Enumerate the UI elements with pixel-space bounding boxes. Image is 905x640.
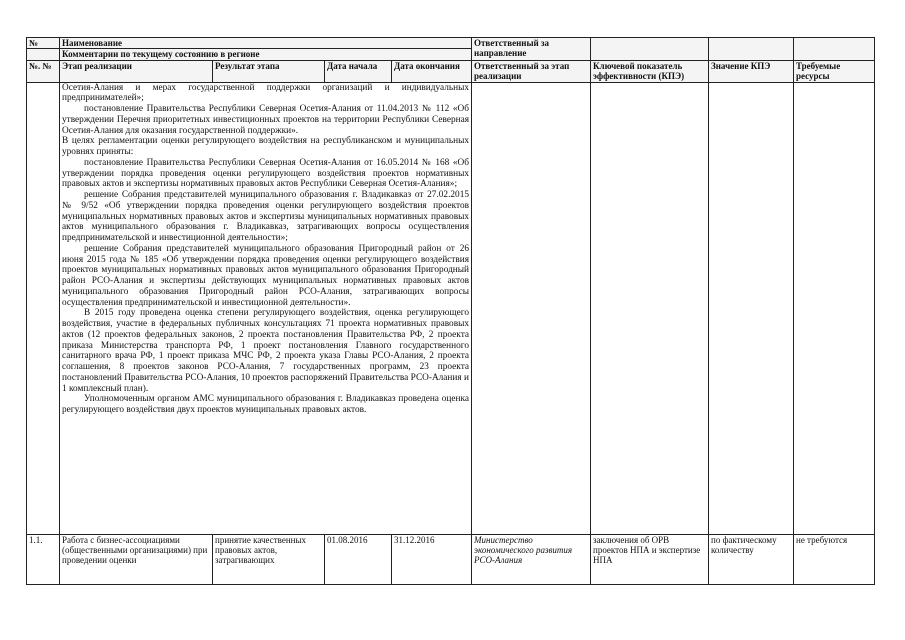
row-kpi-value: по фактическому количеству xyxy=(709,534,794,584)
comment-blank-3 xyxy=(794,82,875,534)
comment-paragraph: постановление Правительства Республики Северная Осетия-Алания от 16.05.2014 № 168 «Об утверждении порядка проведения оценки регулирующего воздействия проектов нормативных правовых актов и экспертизы нормативных правовых актов Республики Северная Осетия-Алания»; xyxy=(62,157,469,190)
comment-paragraph: Уполномоченным органом АМС муниципального образования г. Владикавказ проведена оценка регулирующего воздействия двух проектов муниципальных правовых актов. xyxy=(62,394,469,416)
header-stage-result: Результат этапа xyxy=(213,60,325,82)
header-empty-2 xyxy=(709,38,794,61)
row-result: принятие качественных правовых актов, затрагивающих xyxy=(213,534,325,584)
comment-responsible-blank xyxy=(472,82,591,534)
comment-paragraph: решение Собрания представителей муниципального образования Пригородный район от 26 июня 2015 года № 185 «Об утверждении порядка проведения оценки регулирующего воздействия проектов муниципальных нормативных правовых актов муниципального образования Пригородный район РСО-Алания и экспертизы действующих муниципальных нормативных правовых актов муниципального образования Пригородный район РСО-Алания, затрагивающих вопросы осуществления предпринимательской и инвестиционной деятельности». xyxy=(62,243,469,308)
row-end-date: 31.12.2016 xyxy=(392,534,472,584)
header-stage: Этап реализации xyxy=(60,60,213,82)
row-num: 1.1. xyxy=(27,534,60,584)
comment-row-num xyxy=(27,82,60,534)
comment-paragraph: В целях регламентации оценки регулирующего воздействия на республиканском и муниципальных уровнях приняты: xyxy=(62,136,469,158)
comment-paragraph: решение Собрания представителей муниципального образования г. Владикавказ от 27.02.2015 № 9/52 «Об утверждении порядка проведения оценки регулирующего воздействия проектов муниципальных нормативных правовых актов и экспертизы муниципальных нормативных правовых актов муниципального образования г. Владикавказ, затрагивающих вопросы осуществления предпринимательской и инвестиционной деятельности»; xyxy=(62,190,469,244)
header-responsible-direction: Ответственный за направление xyxy=(472,38,591,61)
row-resources: не требуются xyxy=(794,534,875,584)
header-row-3 xyxy=(27,60,875,82)
row-responsible: Министерство экономического развития РСО-Алания xyxy=(472,534,591,584)
row-stage: Работа с бизнес-ассоциациями (общественными организациями) при проведении оценки xyxy=(60,534,213,584)
header-row-1 xyxy=(27,38,875,49)
comment-text-cell xyxy=(60,82,472,534)
header-empty-1 xyxy=(591,38,709,61)
header-sub-num: №. № xyxy=(27,60,60,82)
comment-paragraph: В 2015 году проведена оценка степени регулирующего воздействия, оценка регулирующего воздействия, участие в федеральных публичных консультациях 71 проекта нормативных правовых актов (12 проектов федеральных законов, 2 проекта постановления Правительства РФ, 2 проекта приказа Министерства транспорта РФ, 1 проект постановления Главного государственного санитарного врача РФ, 1 проект приказа МЧС РФ, 2 проекта указа Главы РСО-Алания, 2 проекта соглашения, 8 проектов законов РСО-Алания, 7 государственных программ, 23 проекта постановлений Правительства РСО-Алания, 10 проектов распоряжений Правительства РСО-Алания и 1 комплексный план). xyxy=(62,308,469,394)
header-num-blank xyxy=(27,49,60,60)
header-start-date: Дата начала xyxy=(325,60,392,82)
header-kpi-value: Значение КПЭ xyxy=(709,60,794,82)
comment-row xyxy=(27,82,875,534)
comment-blank-1 xyxy=(591,82,709,534)
header-name: Наименование xyxy=(60,38,472,49)
header-kpi: Ключевой показатель эффективности (КПЭ) xyxy=(591,60,709,82)
header-end-date: Дата окончания xyxy=(392,60,472,82)
header-responsible-stage: Ответственный за этап реализации xyxy=(472,60,591,82)
row-start-date: 01.08.2016 xyxy=(325,534,392,584)
header-comment: Комментарии по текущему состоянию в регионе xyxy=(60,49,472,60)
table-row xyxy=(27,534,875,584)
row-kpi: заключения об ОРВ проектов НПА и экспертизе НПА xyxy=(591,534,709,584)
comment-paragraph: Осетия-Алания и мерах государственной поддержки организаций и индивидуальных предпринимателей»; xyxy=(62,82,469,104)
roadmap-table xyxy=(26,37,875,585)
header-num: № xyxy=(27,38,60,49)
header-resources: Требуемые ресурсы xyxy=(794,60,875,82)
header-empty-3 xyxy=(794,38,875,61)
comment-paragraph: постановление Правительства Республики Северная Осетия-Алания от 11.04.2013 № 112 «Об утверждении Перечня приоритетных инвестиционных проектов на территории Республики Северная Осетия-Алания для оказания государственной поддержки». xyxy=(62,104,469,136)
comment-blank-2 xyxy=(709,82,794,534)
